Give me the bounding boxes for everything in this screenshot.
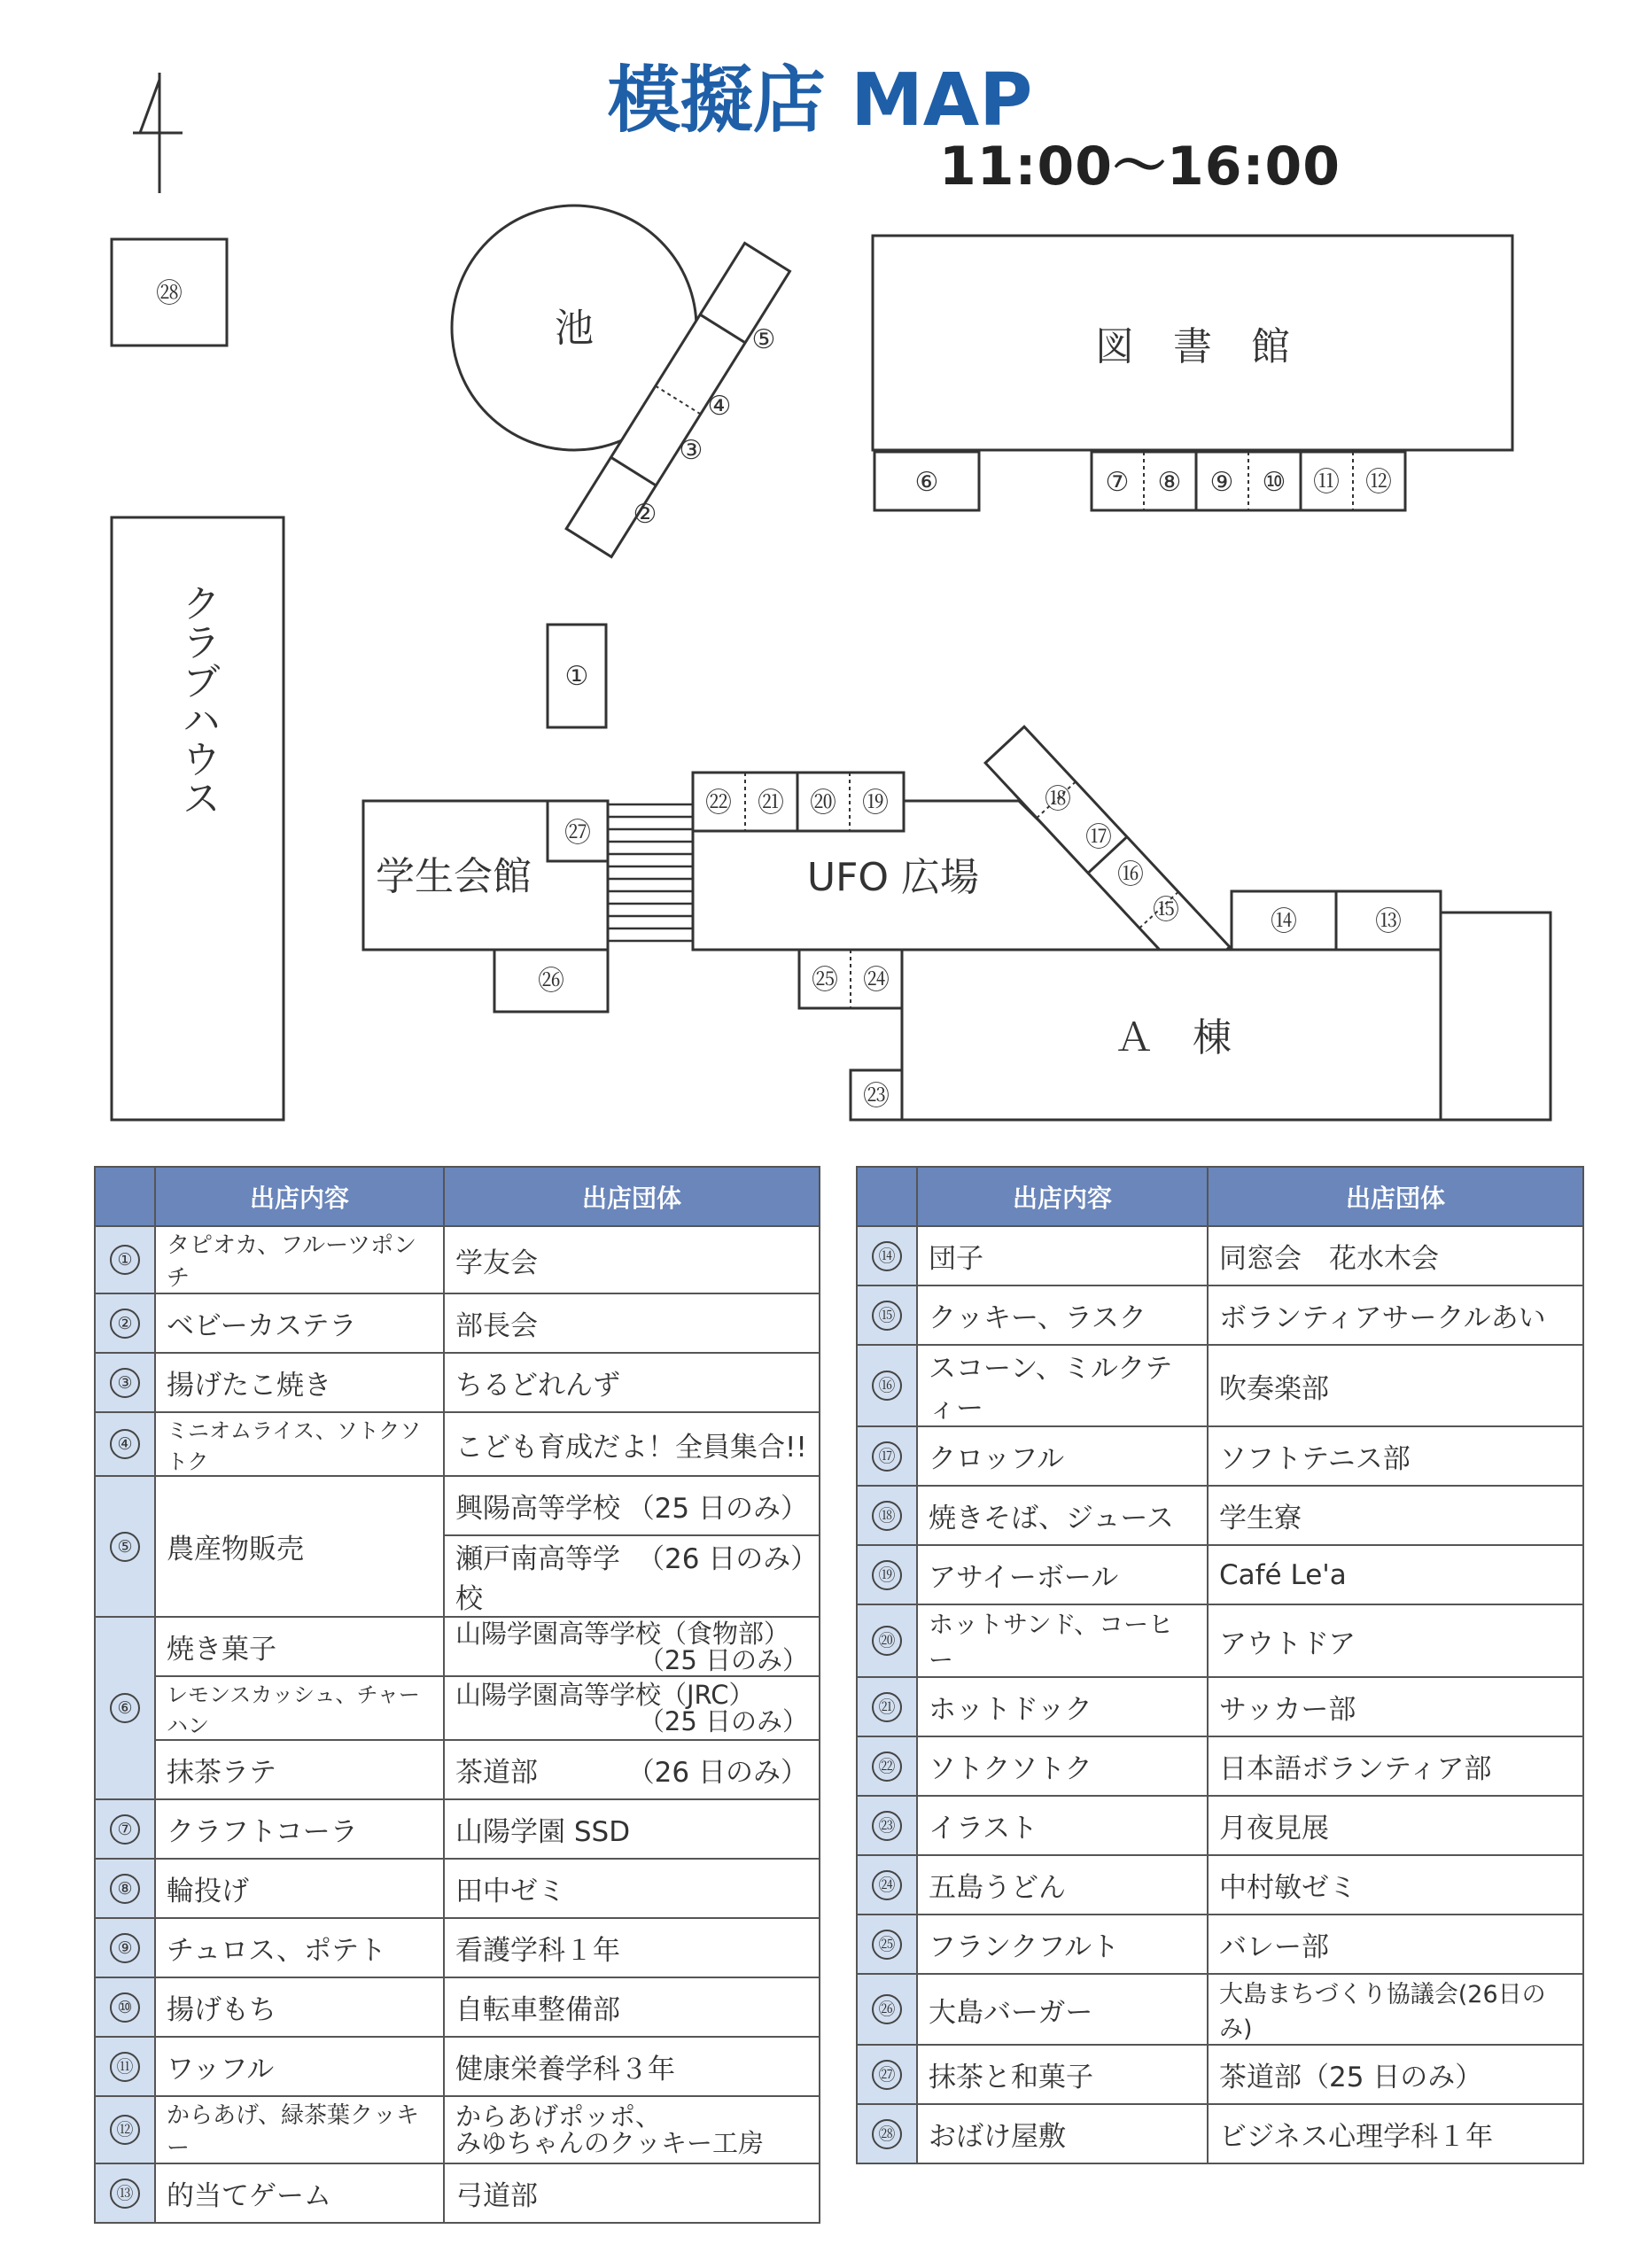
table-row: ⑮ クッキー、ラスク ボランティアサークルあい (857, 1285, 1583, 1345)
stall-5-label: ⑤ (751, 324, 776, 355)
stall-24-label: ㉔ (863, 965, 890, 996)
stairs (608, 804, 693, 941)
table-row: ⑰ クロッフル ソフトテニス部 (857, 1426, 1583, 1486)
stall-10-label: ⑩ (1262, 467, 1286, 498)
opening-hours: 11:00〜16:00 (939, 136, 1341, 198)
table-row: ⑳ ホットサンド、コーヒー アウトドア (857, 1604, 1583, 1677)
table-row: ⑯ スコーン、ミルクティー 吹奏楽部 (857, 1345, 1583, 1426)
stall-7-label: ⑦ (1105, 467, 1130, 498)
table-row: ④ ミニオムライス、ソトクソトク こども育成だよ！全員集合!! (95, 1412, 820, 1476)
stall-12-label: ⑫ (1365, 467, 1392, 498)
table-row: ⑦ クラフトコーラ 山陽学園 SSD (95, 1799, 820, 1859)
table-row: ⑩ 揚げもち 自転車整備部 (95, 1977, 820, 2037)
stall-19-label: ⑲ (862, 788, 889, 819)
stall-18-label: ⑱ (1045, 784, 1071, 815)
table-row: ⑤ 農産物販売 興陽高等学校 （25 日のみ） (95, 1476, 820, 1535)
table-row: ㉒ ソトクソトク 日本語ボランティア部 (857, 1736, 1583, 1796)
stall-27-label: ㉗ (564, 818, 591, 849)
stall-8-label: ⑧ (1157, 467, 1182, 498)
table-row: 瀬戸南高等学校 （26 日のみ） (95, 1535, 820, 1617)
stall-11-label: ⑪ (1313, 467, 1340, 498)
stall-21-label: ㉑ (758, 788, 784, 819)
stall-22-label: ㉒ (705, 788, 732, 819)
student-hall-label: 学生会館 (376, 854, 532, 899)
club-house-label: クラブハウス (175, 583, 221, 817)
table-row: ⑪ ワッフル 健康栄養学科３年 (95, 2037, 820, 2096)
table-row: ㉕ フランクフルト バレー部 (857, 1915, 1583, 1974)
table-corner (95, 1167, 155, 1226)
table-row: ⑥ 焼き菓子 山陽学園高等学校（食物部） （25 日のみ） (95, 1617, 820, 1676)
column-header-group: 出店団体 (444, 1167, 820, 1226)
page-title: 模擬店 MAP (607, 58, 1033, 143)
table-row: ㉗ 抹茶と和菓子 茶道部（25 日のみ） (857, 2045, 1583, 2104)
stall-28-label: ㉘ (156, 278, 183, 309)
table-row: ㉑ ホットドック サッカー部 (857, 1677, 1583, 1736)
stall-20-label: ⑳ (810, 788, 836, 819)
table-row: ⑭ 団子 同窓会 花水木会 (857, 1226, 1583, 1285)
stall-16-label: ⑯ (1117, 859, 1144, 890)
library-label: 図 書 館 (1095, 324, 1290, 369)
stall-23-label: ㉓ (863, 1081, 890, 1112)
table-row: ⑱ 焼きそば、ジュース 学生寮 (857, 1486, 1583, 1545)
stall-17-label: ⑰ (1085, 822, 1112, 853)
table-row: ⑬ 的当てゲーム 弓道部 (95, 2163, 820, 2223)
stall-2-label: ② (633, 499, 657, 530)
stall-9-label: ⑨ (1209, 467, 1234, 498)
column-header-group: 出店団体 (1208, 1167, 1583, 1226)
column-header-content: 出店内容 (917, 1167, 1208, 1226)
table-row: ⑫ からあげ、緑茶葉クッキー からあげポッポ、 みゆちゃんのクッキー工房 (95, 2096, 820, 2163)
stall-4-label: ④ (707, 391, 732, 422)
table-row: ⑲ アサイーボール Café Le'a (857, 1545, 1583, 1604)
stall-25-label: ㉕ (812, 965, 838, 996)
table-row: ㉔ 五島うどん 中村敏ゼミ (857, 1855, 1583, 1915)
stall-15-label: ⑮ (1153, 895, 1179, 926)
table-row: ㉓ イラスト 月夜見展 (857, 1796, 1583, 1855)
stall-1-label: ① (564, 661, 589, 692)
table-row: ① タピオカ、フルーツポンチ 学友会 (95, 1226, 820, 1293)
a-building-label: Ａ 棟 (1115, 1015, 1232, 1060)
stall-26-label: ㉖ (538, 966, 564, 997)
stall-14-label: ⑭ (1271, 906, 1297, 937)
table-row: レモンスカッシュ、チャーハン 山陽学園高等学校（JRC） （25 日のみ） (95, 1676, 820, 1740)
stall-table-right (856, 1166, 1584, 2164)
stall-13-label: ⑬ (1375, 906, 1402, 937)
stall-6-label: ⑥ (914, 467, 939, 498)
column-header-content: 出店内容 (155, 1167, 444, 1226)
table-row: ⑧ 輪投げ 田中ゼミ (95, 1859, 820, 1918)
table-row: ㉖ 大島バーガー 大島まちづくり協議会(26日のみ) (857, 1974, 1583, 2045)
table-corner (857, 1167, 917, 1226)
table-row: 抹茶ラテ 茶道部 （26 日のみ） (95, 1740, 820, 1799)
table-row: ③ 揚げたこ焼き ちるどれんず (95, 1353, 820, 1412)
table-row: ㉘ おばけ屋敷 ビジネス心理学科１年 (857, 2104, 1583, 2163)
stall-table-left (94, 1166, 820, 2224)
pond-label: 池 (555, 306, 594, 351)
ufo-plaza-label: UFO 広場 (806, 855, 980, 900)
north-arrow-icon (133, 73, 183, 193)
table-row: ② ベビーカステラ 部長会 (95, 1293, 820, 1353)
table-row: ⑨ チュロス、ポテト 看護学科１年 (95, 1918, 820, 1977)
stall-3-label: ③ (679, 435, 703, 466)
